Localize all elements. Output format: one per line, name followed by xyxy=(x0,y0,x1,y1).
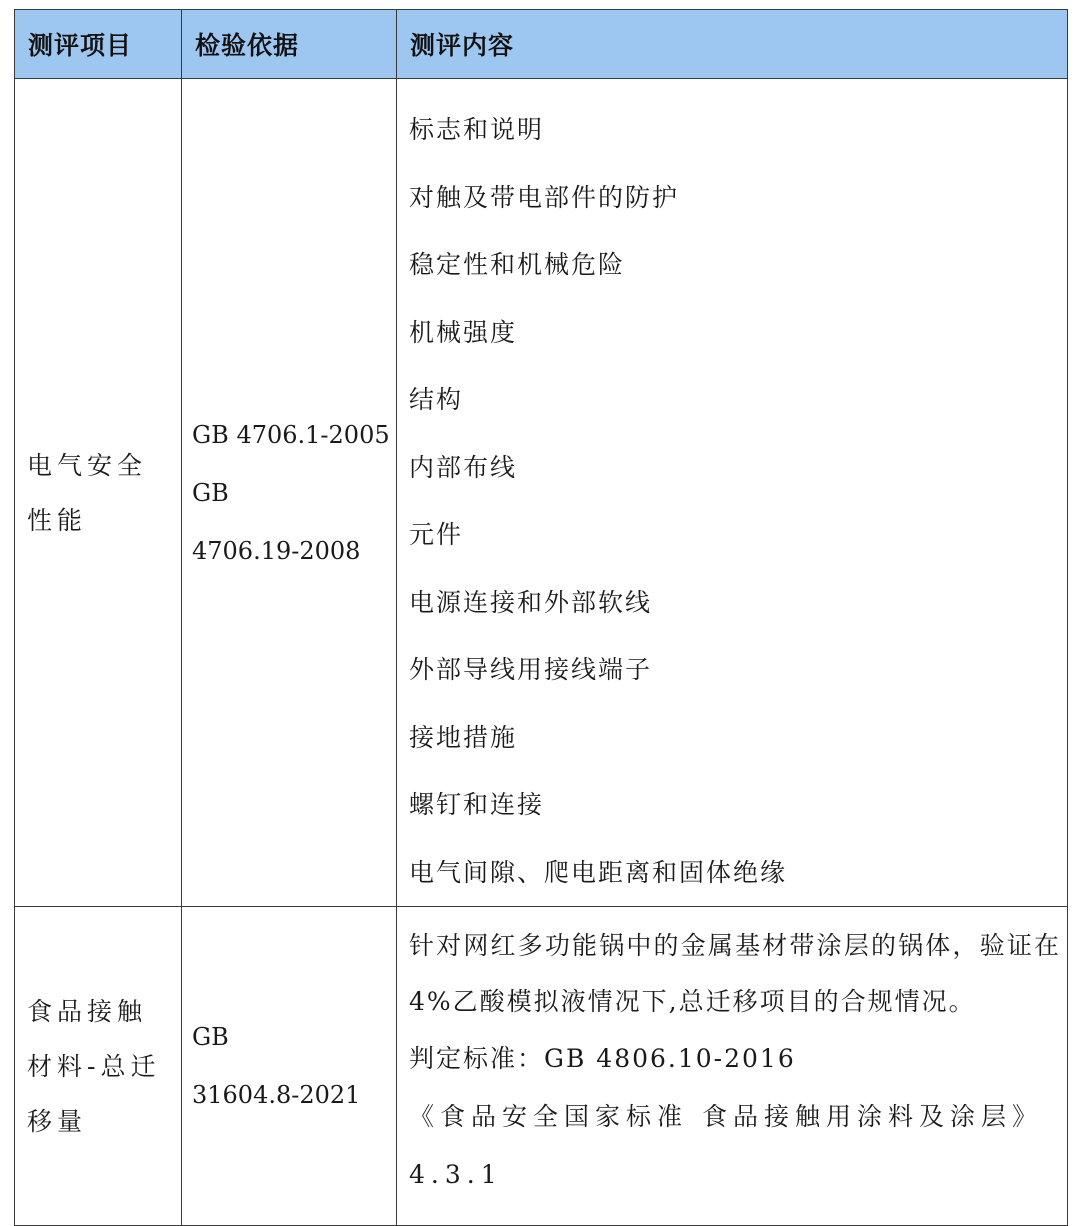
item-cell: 电气安全性能 xyxy=(15,79,182,907)
content-line: 电气间隙、爬电距离和固体绝缘 xyxy=(409,857,788,887)
content-line: 机械强度 xyxy=(409,317,518,347)
table-header-row xyxy=(15,10,1068,79)
basis-cell xyxy=(182,79,397,907)
criteria-label: 判定标准：GB 4806.10-2016 xyxy=(409,1044,796,1073)
table-row-electrical-safety xyxy=(15,79,1068,907)
content-line: 标志和说明 xyxy=(409,115,545,144)
content-line: 对触及带电部件的防护 xyxy=(409,182,680,212)
content-line: 接地措施 xyxy=(409,722,518,752)
content-line: 外部导线用接线端子 xyxy=(409,655,653,684)
item-cell: 食品接触材料-总迁移量 xyxy=(15,907,182,1226)
header-content: 测评内容 xyxy=(397,10,1068,79)
content-line: 电源连接和外部软线 xyxy=(409,587,653,617)
basis-line: GB xyxy=(192,1023,229,1051)
basis-line: 4706.19-2008 xyxy=(192,536,361,565)
basis-cell xyxy=(182,907,397,1226)
evaluation-table xyxy=(14,9,1068,1226)
basis-line: 31604.8-2021 xyxy=(192,1081,361,1109)
basis-line: GB 4706.1-2005 xyxy=(192,420,390,449)
content-line: 螺钉和连接 xyxy=(409,790,545,819)
criteria-standard: 《食品安全国家标准 食品接触用涂料及涂层》 xyxy=(409,1102,1043,1131)
content-cell xyxy=(397,907,1068,1226)
basis-line: GB xyxy=(192,478,229,507)
table-row-food-contact xyxy=(15,907,1068,1226)
content-line: 稳定性和机械危险 xyxy=(409,250,626,279)
content-line: 内部布线 xyxy=(409,452,518,482)
content-line: 结构 xyxy=(409,385,464,414)
header-item: 测评项目 xyxy=(15,10,182,79)
content-cell xyxy=(397,79,1068,907)
content-description: 针对网红多功能锅中的金属基材带涂层的锅体，验证在4%乙酸模拟液情况下,总迁移项目的合规情况。 xyxy=(409,931,1061,1016)
header-basis: 检验依据 xyxy=(182,10,397,79)
criteria-clause: 4.3.1 xyxy=(409,1160,503,1189)
content-line: 元件 xyxy=(409,520,464,549)
